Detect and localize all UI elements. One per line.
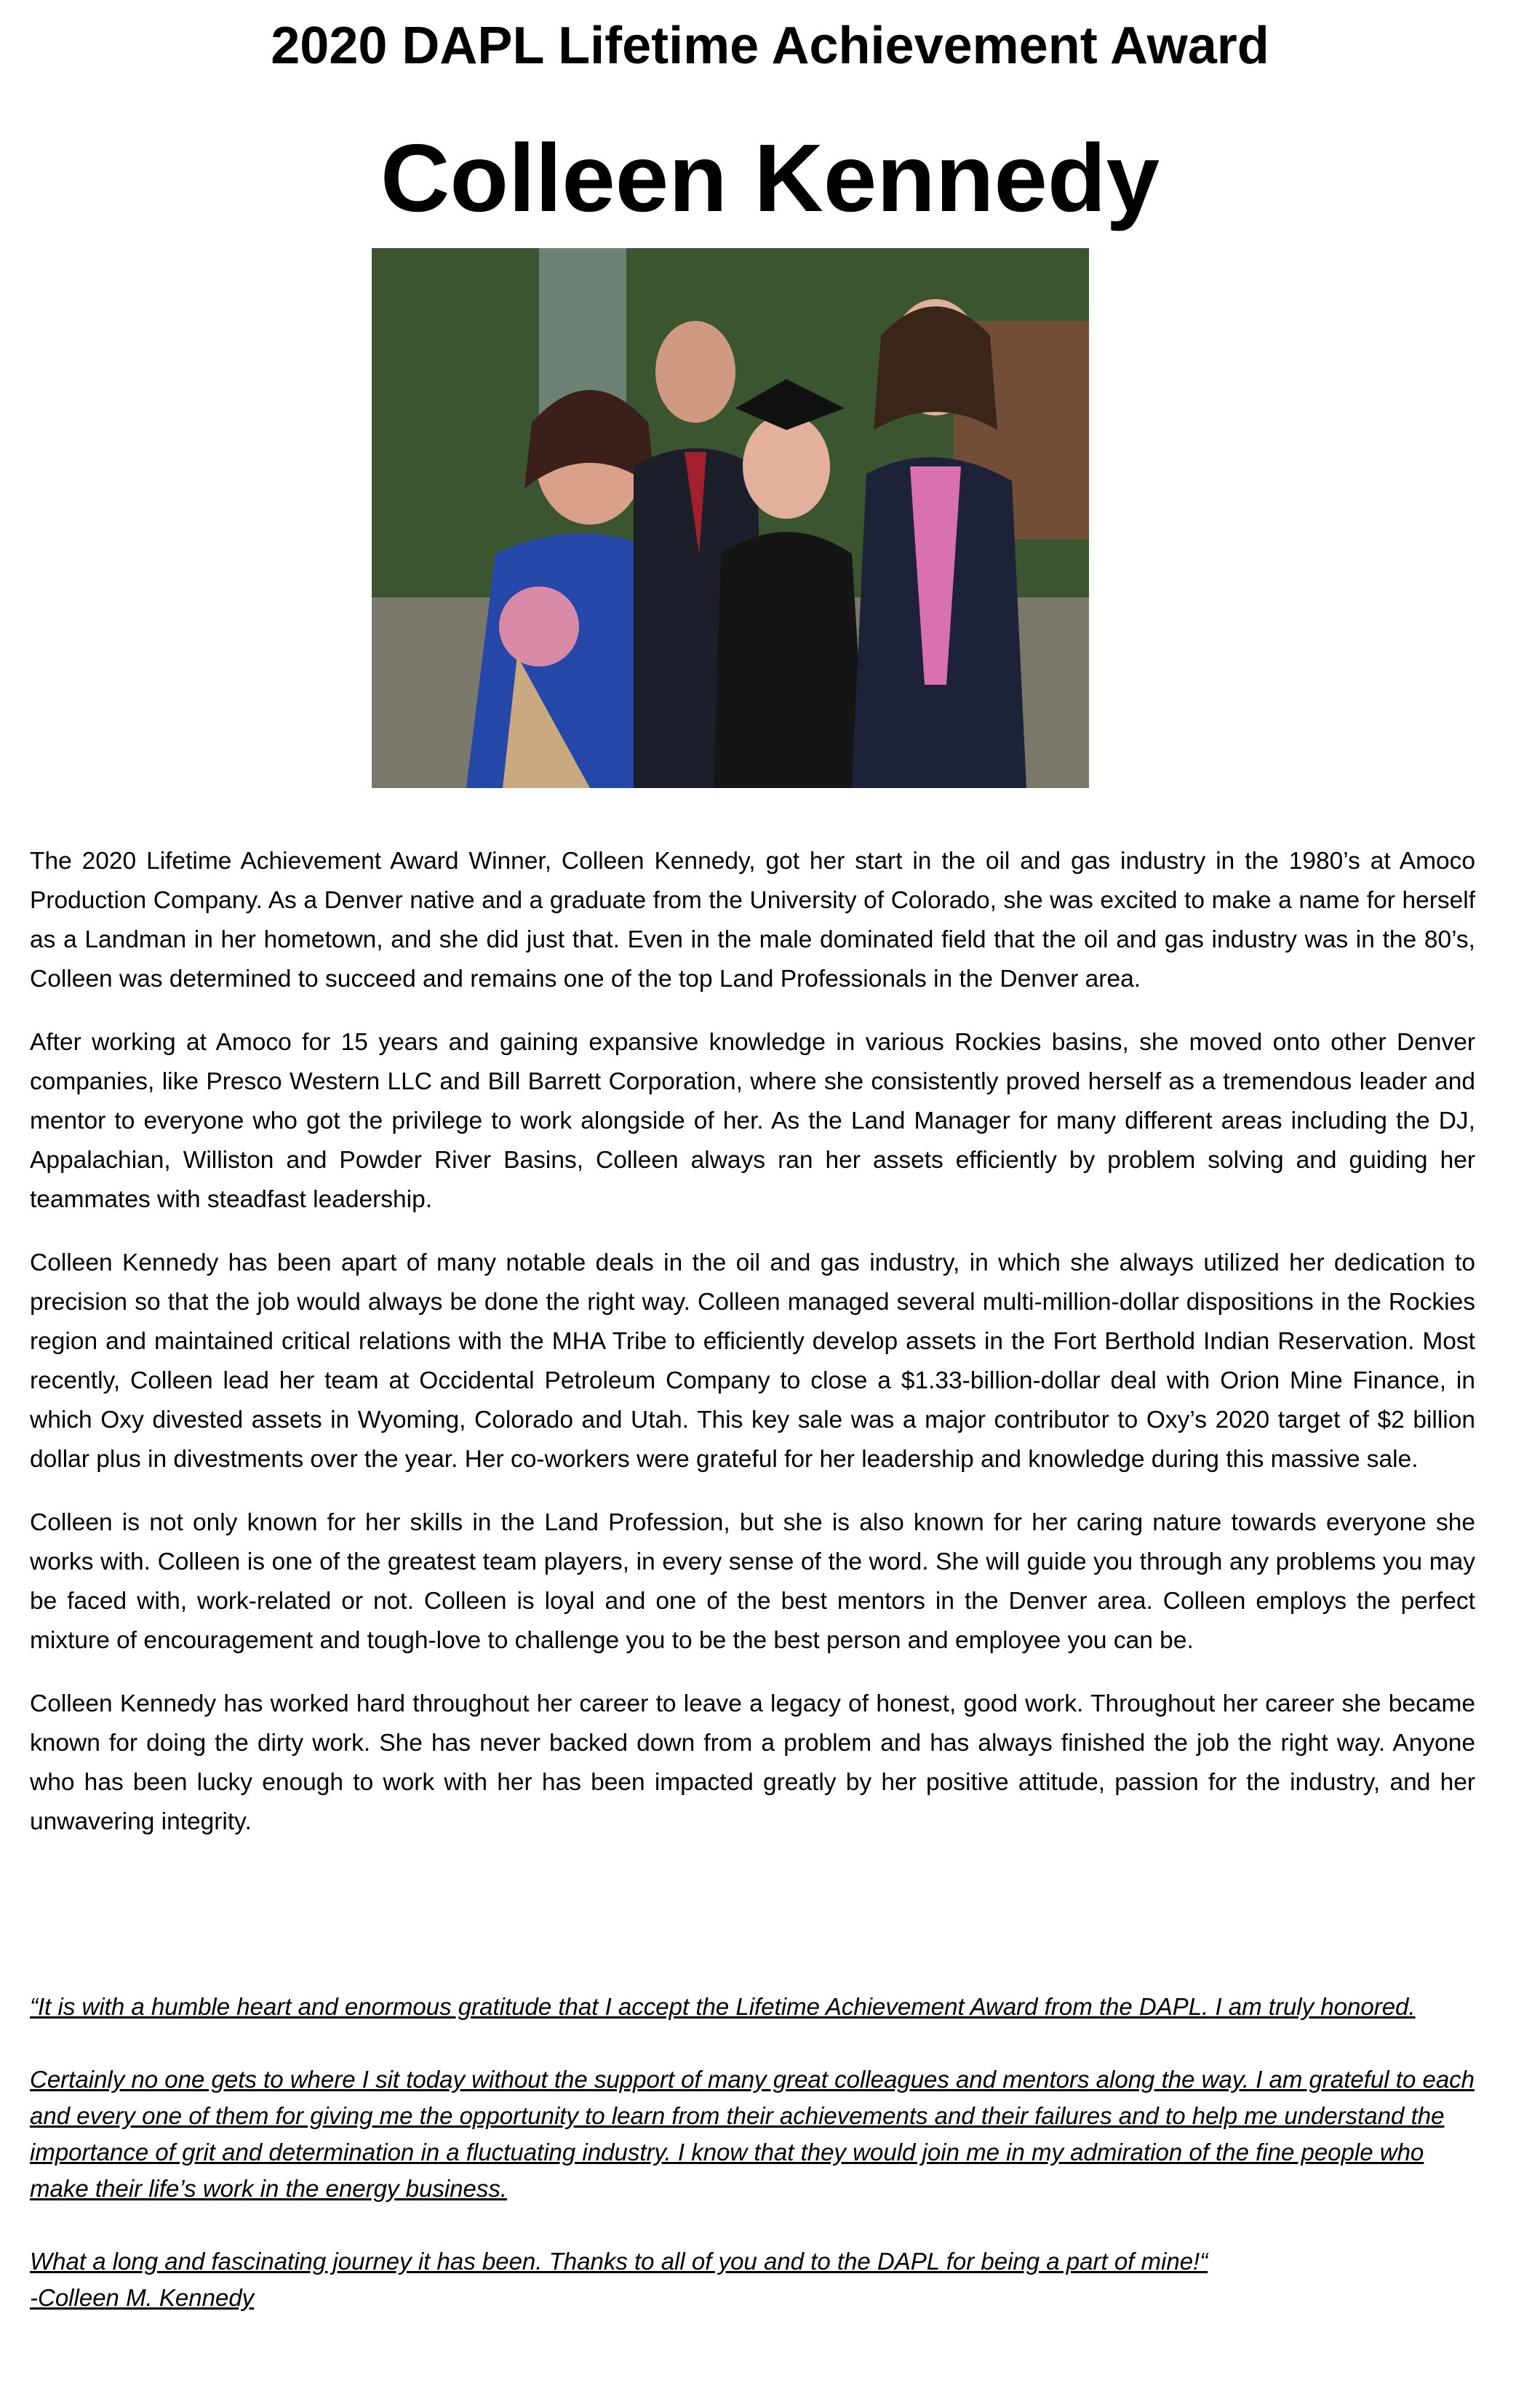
paragraph-character: Colleen is not only known for her skills in the Land Profession, but she is also known for her caring nature towards everyone she works with. Colleen is one of the greatest team players, in every sense of the word. She will guide you through any problems you may be faced with, work-related or not. Colleen is loyal and one of the best mentors in the Denver area. Colleen employs the perfect mixture of encouragement and tough-love to challenge you to be the best person and employee you can be.: [30, 1509, 1475, 1654]
paragraph-deals: Colleen Kennedy has been apart of many notable deals in the oil and gas industry, in which she always utilized her dedication to precision so that the job would always be done the right way. Colleen managed several multi-million-dollar dispositions in the Rockies region and maintained critical relations with the MHA Tribe to efficiently develop assets in the Fort Berthold Indian Reservation. Most recently, Colleen lead her team at Occidental Petroleum Company to close a $1.33-billion-dollar deal with Orion Mine Finance, in which Oxy divested assets in Wyoming, Colorado and Utah. This key sale was a major contributor to Oxy’s 2020 target of $2 billion dollar plus in divestments over the year. Her co-workers were grateful for her leadership and knowledge during this massive sale.: [30, 1249, 1475, 1473]
family-photo: [372, 248, 1089, 788]
paragraph-intro: The 2020 Lifetime Achievement Award Winner, Colleen Kennedy, got her start in the oil and gas industry in the 1980’s at Amoco Production Company. As a Denver native and a graduate from the University of Colorado, she was excited to make a name for herself as a Landman in her hometown, and she did just that. Even in the male dominated field that the oil and gas industry was in the 80’s, Colleen was determined to succeed and remains one of the top Land Professionals in the Denver area.: [30, 848, 1475, 993]
quote-paragraph-3: What a long and fascinating journey it has been. Thanks to all of you and to the DAPL for being a part of mine!“: [30, 2248, 1208, 2275]
award-title: 2020 DAPL Lifetime Achievement Award: [271, 17, 1269, 75]
quote-paragraph-2: Certainly no one gets to where I sit today without the support of many great colleagues and mentors along the way. I am grateful to each and every one of them for giving me the opportunity to learn from their achievements and their failures and to help me understand the importance of grit and determination in a fluctuating industry. I know that they would join me in my admiration of the fine people who make their life’s work in the energy business.: [30, 2066, 1475, 2202]
acceptance-quote: [30, 1989, 1485, 2316]
photo-illustration: [372, 248, 1089, 788]
honoree-name: Colleen Kennedy: [380, 124, 1160, 231]
article-body: [30, 842, 1475, 1866]
paragraph-legacy: Colleen Kennedy has worked hard throughout her career to leave a legacy of honest, good work. Throughout her career she became known for doing the dirty work. She has never backed down from a problem and has always finished the job the right way. Anyone who has been lucky enough to work with her has been impacted greatly by her positive attitude, passion for the industry, and her unwavering integrity.: [30, 1690, 1475, 1835]
paragraph-career: After working at Amoco for 15 years and gaining expansive knowledge in various Rockies basins, she moved onto other Denver companies, like Presco Western LLC and Bill Barrett Corporation, where she consistently proved herself as a tremendous leader and mentor to everyone who got the privilege to work alongside of her. As the Land Manager for many different areas including the DJ, Appalachian, Williston and Powder River Basins, Colleen always ran her assets efficiently by problem solving and guiding her teammates with steadfast leadership.: [30, 1029, 1475, 1213]
quote-signature: -Colleen M. Kennedy: [30, 2284, 255, 2311]
quote-paragraph-1: “It is with a humble heart and enormous gratitude that I accept the Lifetime Achievement Award from the DAPL. I am truly honored.: [30, 1993, 1416, 2020]
